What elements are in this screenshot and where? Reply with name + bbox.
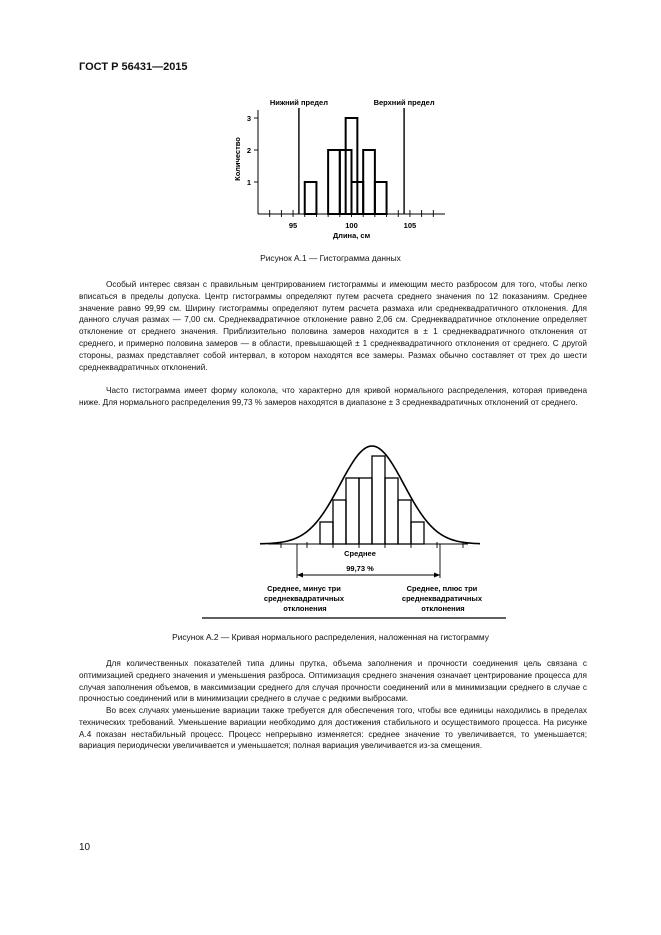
x-axis-label: Длина, см (332, 231, 371, 240)
normal-histogram-bars (320, 456, 424, 544)
plus-three-sigma-label (402, 584, 484, 613)
label-line: отклонения (421, 604, 465, 613)
minus-three-sigma-label (264, 584, 346, 613)
mean-label: Среднее (344, 549, 376, 558)
normal-bar (385, 478, 398, 544)
normal-curve-chart (190, 440, 510, 620)
upper-limit-label: Верхний предел (373, 98, 435, 107)
page-number: 10 (79, 842, 91, 853)
normal-bar (398, 500, 411, 544)
document-code: ГОСТ Р 56431—2015 (79, 61, 188, 73)
normal-bar (346, 478, 359, 544)
x-tick-label: 105 (403, 221, 417, 230)
normal-bar (320, 522, 333, 544)
x-tick-label: 95 (288, 221, 298, 230)
histogram-bar (363, 150, 375, 214)
y-axis-label: Количество (233, 137, 242, 181)
paragraph: Во всех случаях уменьшение вариации также требуется для обеспечения того, чтобы все единицы находились в пределах технических требований. Уменьшение вариации необходимо для достижения стабильного и осуществимого процесса. На рисунке А.4 показан нестабильный процесс. Процесс непрерывно изменяется: среднее значение то увеличивается, то уменьшается; вариация периодически увеличивается и уменьшается; полная вариация увеличивается из-за смещения. (79, 706, 587, 751)
percent-label: 99,73 % (346, 564, 374, 573)
y-tick-label: 3 (246, 114, 251, 123)
histogram-bars (305, 118, 387, 214)
y-tick-label: 1 (246, 178, 251, 187)
normal-bar (359, 478, 372, 544)
x-tick-label: 100 (345, 221, 358, 230)
histogram-bar (305, 182, 317, 214)
normal-bar (333, 500, 346, 544)
normal-curve (260, 446, 480, 544)
label-line: среднеквадратичных (401, 594, 482, 603)
histogram-bar (328, 150, 340, 214)
paragraph: Особый интерес связан с правильным центрированием гистограммы и имеющим место разбросом для того, чтобы легко вписаться в пределы допуска. Центр гистограммы определяют путем расчета среднего значения по 12 показаниям. Среднее значение равно 99,99 см. Ширину гистограммы определяют путем расчета размаха или среднеквадратичного отклонения. Для данного случая размах — 7,00 см. Среднеквадратичное отклонение равно 2,06 см. Среднеквадратичное отклонение определяет отклонение от среднего значения. Приблизительно половина замеров находится в ± 1 среднеквадратичного отклонения от среднего, и примерно половина замеров — в области, превышающей ± 1 среднеквадратичного отклонения от среднего. С другой стороны, размах представляет собой интервал, в котором находятся все замеры. Размах обычно составляет от трех до шести среднеквадратичных отклонений. (79, 280, 587, 372)
figure-a2-caption: Рисунок А.2 — Кривая нормального распределения, наложенная на гистограмму (172, 632, 489, 642)
histogram-chart (230, 90, 470, 250)
histogram-bar (375, 182, 387, 214)
label-line: Среднее, плюс три (406, 584, 478, 593)
figure-a1-caption: Рисунок А.1 — Гистограмма данных (260, 253, 401, 263)
paragraph: Для количественных показателей типа длины прутка, объема заполнения и прочности соединения цель связана с оптимизацией среднего значения и уменьшения разброса. Оптимизация среднего значения означает центрирование процесса для случая заполнения объемов, в максимизации среднего для случая прочности соединений или в минимизации среднего в случае с прочностью соединений или в минимизации среднего в случае с редкими выбросами. (79, 659, 587, 704)
label-line: отклонения (283, 604, 327, 613)
normal-bar (411, 522, 424, 544)
percent-arrow (297, 573, 440, 578)
label-line: среднеквадратичных (263, 594, 344, 603)
paragraph: Часто гистограмма имеет форму колокола, что характерно для кривой нормального распределения, которая приведена ниже. Для нормального распределения 99,73 % замеров находятся в диапазоне ± 3 среднеквадратичных отклонений от среднего. (79, 386, 587, 407)
lower-limit-label: Нижний предел (269, 98, 328, 107)
label-line: Среднее, минус три (267, 584, 341, 593)
normal-bar (372, 456, 385, 544)
y-tick-label: 2 (246, 146, 251, 155)
